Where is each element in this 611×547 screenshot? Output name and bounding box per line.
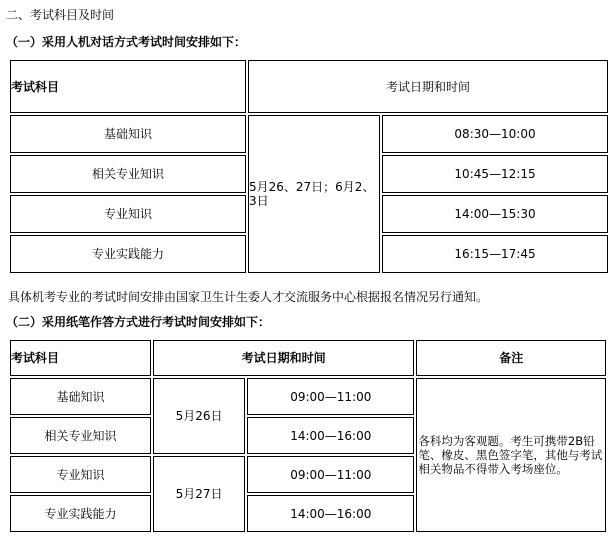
remark-cell: 各科均为客观题。考生可携带2B铅笔、橡皮、黑色签字笔，其他与考试相关物品不得带入考场座位。	[416, 378, 606, 532]
date-cell-b: 5月27日	[153, 456, 245, 532]
table-cell-subject: 专业实践能力	[10, 495, 151, 532]
table-cell-subject: 专业知识	[10, 456, 151, 493]
date-cell-a: 5月26日	[153, 378, 245, 454]
table-cell-subject: 相关专业知识	[10, 417, 151, 454]
header-subject: 考试科目	[10, 60, 246, 113]
table-cell-time: 08:30—10:00	[382, 115, 608, 153]
header-datetime: 考试日期和时间	[248, 60, 608, 113]
header-subject: 考试科目	[10, 340, 151, 376]
table-cell-time: 09:00—11:00	[247, 456, 414, 493]
table-cell-time: 10:45—12:15	[382, 155, 608, 193]
table-cell-subject: 专业知识	[10, 195, 246, 233]
table-cell-time: 14:00—16:00	[247, 495, 414, 532]
section-heading: 二、考试科目及时间	[6, 8, 115, 22]
table-cell-time: 16:15—17:45	[382, 235, 608, 273]
machine-exam-footnote: 具体机考专业的考试时间安排由国家卫生计生委人才交流服务中心根据报名情况另行通知。	[8, 290, 489, 304]
table-cell-subject: 基础知识	[10, 378, 151, 415]
table-cell-time: 14:00—16:00	[247, 417, 414, 454]
header-datetime: 考试日期和时间	[153, 340, 415, 376]
table-cell-time: 14:00—15:30	[382, 195, 608, 233]
table-cell-subject: 基础知识	[10, 115, 246, 153]
header-remark: 备注	[416, 340, 606, 376]
part1-heading: （一）采用人机对话方式考试时间安排如下：	[6, 35, 247, 49]
date-range-cell: 5月26、27日；6月2、3日	[248, 115, 380, 273]
table-cell-time: 09:00—11:00	[247, 378, 414, 415]
table-cell-subject: 相关专业知识	[10, 155, 246, 193]
part2-heading: （二）采用纸笔作答方式进行考试时间安排如下：	[6, 315, 271, 329]
paper-exam-schedule-table	[8, 338, 608, 534]
computer-exam-schedule-table	[8, 58, 610, 275]
table-cell-subject: 专业实践能力	[10, 235, 246, 273]
